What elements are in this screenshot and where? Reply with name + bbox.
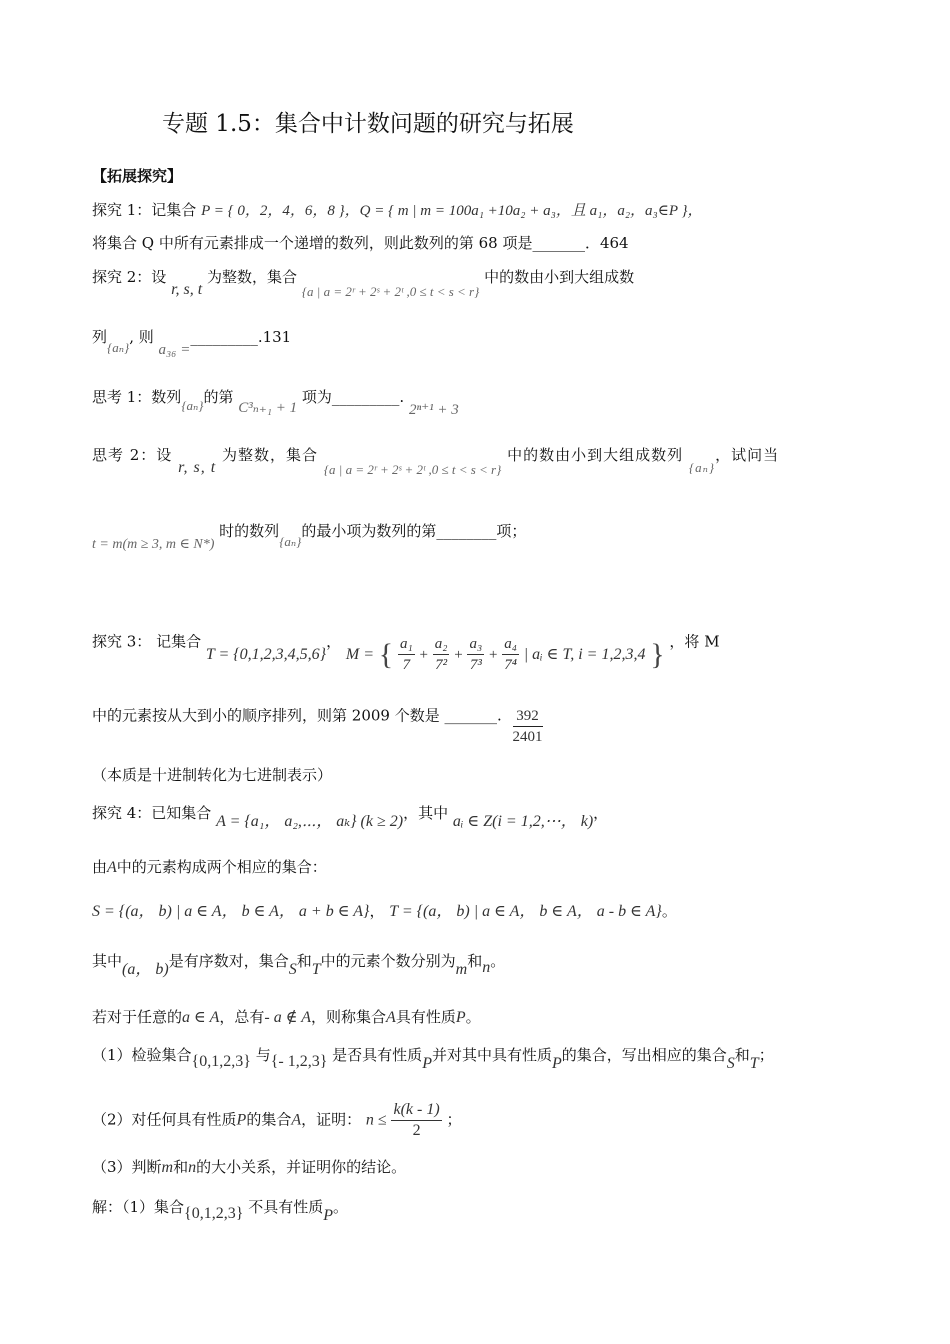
- text: （1）检验集合: [92, 1046, 192, 1064]
- math-set-def: {a | a = 2ʳ + 2ˢ + 2ᵗ ,0 ≤ t < s < r}: [323, 462, 502, 477]
- explore-4-line-1: [92, 802, 609, 830]
- math-rst: r, s, t: [178, 459, 217, 476]
- left-brace: {: [378, 637, 394, 671]
- text: 其中: [92, 952, 123, 970]
- math-condition: t = m(m ≥ 3, m ∈ N*): [92, 537, 215, 552]
- explore-2-text-2: 中的数由小到大组成数: [484, 268, 635, 286]
- math-T: T: [749, 1055, 759, 1072]
- math-set: {0,1,2,3}: [184, 1205, 244, 1222]
- denominator: 2401: [512, 729, 543, 745]
- math-M-label: M =: [345, 645, 374, 663]
- period: 。: [332, 1198, 348, 1216]
- think-1-text-2: 项为_________.: [301, 388, 405, 406]
- explore-2-text: 为整数，集合: [207, 268, 298, 286]
- explore-1-line-1: [92, 199, 703, 222]
- math: a ∈ A: [182, 1009, 220, 1026]
- denominator: 7³: [469, 657, 482, 673]
- text: （3）判断: [92, 1158, 162, 1176]
- math: - a ∉ A: [264, 1009, 312, 1026]
- math-rst: r, s, t: [171, 281, 203, 298]
- think-1-text: 的第: [203, 388, 234, 406]
- math-sequence: {aₙ}: [107, 340, 130, 355]
- section-heading: 【拓展探究】: [92, 167, 183, 185]
- comma: ，: [593, 804, 609, 822]
- numerator: a₁: [398, 634, 415, 655]
- period: 。: [465, 1008, 481, 1026]
- math-pair: (a， b): [122, 961, 169, 978]
- text: 解：（1）集合: [92, 1198, 185, 1216]
- denominator: 7: [402, 657, 411, 673]
- explore-1-label: 探究 1：记集合: [92, 201, 197, 219]
- think-2-text-3: ，试问当: [715, 446, 780, 464]
- explore-2-text-4: , 则: [129, 328, 154, 346]
- think-2-line-1: [92, 444, 780, 477]
- math-combination: C³ₙ₊₁ + 1: [238, 400, 298, 416]
- text: 若对于任意的: [92, 1008, 183, 1026]
- think-2-text-5: 的最小项为数列的第________项；: [301, 522, 527, 540]
- explore-4-text: ，其中: [403, 804, 449, 822]
- explore-3-label: 探究 3： 记集合: [92, 632, 202, 651]
- math-n-le: n ≤: [365, 1111, 387, 1129]
- math-set-T: T = {0,1,2,3,4,5,6}: [205, 645, 327, 663]
- question-3: [92, 1156, 406, 1179]
- math-P: P: [551, 1055, 562, 1072]
- text: 不具有性质: [248, 1198, 324, 1216]
- math-set: {0,1,2,3}: [191, 1053, 251, 1070]
- math-set-S: S = {(a， b) | a ∈ A， b ∈ A， a + b ∈ A}: [92, 903, 370, 920]
- math-n: n: [482, 959, 491, 976]
- fraction-k: [391, 1100, 441, 1141]
- text: ，则称集合: [311, 1008, 387, 1026]
- think-2-text: 为整数，集合: [222, 446, 319, 464]
- text: 和: [467, 952, 483, 970]
- explore-4-line-5: [92, 1006, 481, 1029]
- think-2-text-2: 中的数由小到大组成数列: [507, 446, 684, 464]
- text: 和: [296, 952, 312, 970]
- math-set: {- 1,2,3}: [270, 1053, 328, 1070]
- period: 。: [661, 902, 677, 920]
- math-m: m: [455, 961, 468, 978]
- question-1: [92, 1044, 774, 1072]
- text: 具有性质: [395, 1008, 456, 1026]
- explore-1-line-2: 将集合 Q 中所有元素排成一个递增的数列，则此数列的第 68 项是_______．464: [92, 234, 629, 252]
- math-sequence: {aₙ}: [181, 398, 204, 413]
- fraction-1: [398, 634, 415, 675]
- explore-2-line-1: [92, 266, 635, 299]
- math: P: [455, 1009, 466, 1026]
- math-sequence: {aₙ}: [688, 460, 716, 475]
- math-n: n: [188, 1159, 197, 1176]
- explore-1-sets: P = { 0，2，4，6，8 }，Q = { m | m = 100a₁ +10a₂ + a₃，且 a₁，a₂，a₃∈P }，: [201, 203, 703, 219]
- math-m: m: [161, 1159, 174, 1176]
- think-1-line: [92, 386, 459, 418]
- text: 和: [173, 1158, 189, 1176]
- fraction-3: [467, 634, 484, 675]
- think-2-text-4: 时的数列: [219, 522, 280, 540]
- right-brace: }: [650, 637, 665, 671]
- explore-4-line-2: [92, 856, 327, 879]
- solution-line: [92, 1196, 348, 1224]
- math-P: P: [323, 1207, 333, 1224]
- explore-3-line-1: [92, 622, 720, 672]
- math-ai: aᵢ ∈ Z(i = 1,2,⋯， k): [452, 813, 594, 830]
- numerator: a₂: [433, 634, 450, 655]
- text: ；: [446, 1110, 462, 1129]
- text: 是否具有性质: [332, 1046, 423, 1064]
- comma: ，: [326, 632, 342, 651]
- math-set-def: {a | a = 2ʳ + 2ˢ + 2ᵗ ,0 ≤ t < s < r}: [301, 284, 480, 299]
- math-set-A: A = {a₁， a₂,⋯， aₖ} (k ≥ 2): [216, 813, 404, 830]
- numerator: k(k - 1): [391, 1100, 441, 1121]
- think-2-line-2: [92, 520, 527, 552]
- think-2-label: 思考 2：设: [92, 446, 173, 464]
- numerator: 392: [513, 706, 543, 727]
- fraction-2: [433, 634, 450, 675]
- explore-2-label: 探究 2：设: [92, 268, 167, 286]
- think-1-label: 思考 1：数列: [92, 388, 182, 406]
- math-A: A: [291, 1111, 302, 1129]
- math-set-T: T = {(a， b) | a ∈ A， b ∈ A， a - b ∈ A}: [389, 903, 662, 920]
- math-a36: a₃₆ =: [158, 342, 191, 358]
- text: ，证明：: [301, 1110, 362, 1129]
- math-sequence: {aₙ}: [279, 534, 302, 549]
- numerator: a₄: [502, 634, 519, 655]
- comma: ，: [369, 902, 385, 920]
- explore-3-note: （本质是十进制转化为七进制表示）: [92, 766, 333, 784]
- explore-2-line-2: [92, 326, 292, 358]
- text: 和: [734, 1046, 750, 1064]
- text: 与: [255, 1046, 271, 1064]
- text: 中的元素构成两个相应的集合：: [116, 858, 327, 876]
- explore-2-answer: _________.131: [190, 328, 292, 346]
- text: 并对其中具有性质: [431, 1046, 552, 1064]
- page-title: 专题 1.5：集合中计数问题的研究与拓展: [162, 111, 574, 137]
- text: 的集合，写出相应的集合: [561, 1046, 727, 1064]
- math: A: [386, 1009, 396, 1026]
- text: ，总有: [219, 1008, 265, 1026]
- explore-4-line-3: [92, 900, 677, 923]
- explore-3-text: ，将 M: [669, 632, 720, 651]
- math-P: P: [422, 1055, 432, 1072]
- text: （2）对任何具有性质: [92, 1110, 237, 1129]
- math-A: A: [107, 859, 117, 876]
- explore-4-line-4: [92, 950, 506, 978]
- think-1-answer: 2ⁿ⁺¹ + 3: [408, 402, 459, 418]
- explore-4-label: 探究 4：已知集合: [92, 804, 212, 822]
- math-condition: | aᵢ ∈ T, i = 1,2,3,4: [523, 645, 646, 663]
- math-set-M: M = { $\frac{\text{a₁}}{7}$ + $\frac{\text{a₂}}{\text{7²}}$ + $\frac{\text{a₃}}{\text{7³}}$ + $\frac{\text{a₄}}{\text{7⁴}}$ | aᵢ ∈ T, i = 1,2,3,4 }: [345, 636, 665, 673]
- math-S: S: [726, 1055, 735, 1072]
- denominator: 7²: [435, 657, 448, 673]
- math-P: P: [236, 1111, 247, 1129]
- text: 的集合: [246, 1110, 292, 1129]
- explore-3-answer: [513, 706, 543, 747]
- question-2: [92, 1100, 461, 1148]
- text: 的大小关系，并证明你的结论。: [196, 1158, 407, 1176]
- period: 。: [490, 952, 506, 970]
- text: 中的元素个数分别为: [320, 952, 456, 970]
- denominator: 7⁴: [504, 657, 517, 673]
- explore-3-question: 中的元素按从大到小的顺序排列，则第 2009 个数是 _______.: [92, 706, 502, 725]
- math-T: T: [311, 961, 321, 978]
- numerator: a₃: [467, 634, 484, 655]
- denominator: 2: [412, 1122, 421, 1139]
- explore-3-line-2: [92, 696, 543, 744]
- text: 是有序数对，集合: [168, 952, 289, 970]
- fraction-4: [502, 634, 519, 675]
- math-S: S: [288, 961, 297, 978]
- text: ；: [758, 1046, 774, 1064]
- explore-2-text-3: 列: [92, 328, 108, 346]
- text: 由: [92, 858, 108, 876]
